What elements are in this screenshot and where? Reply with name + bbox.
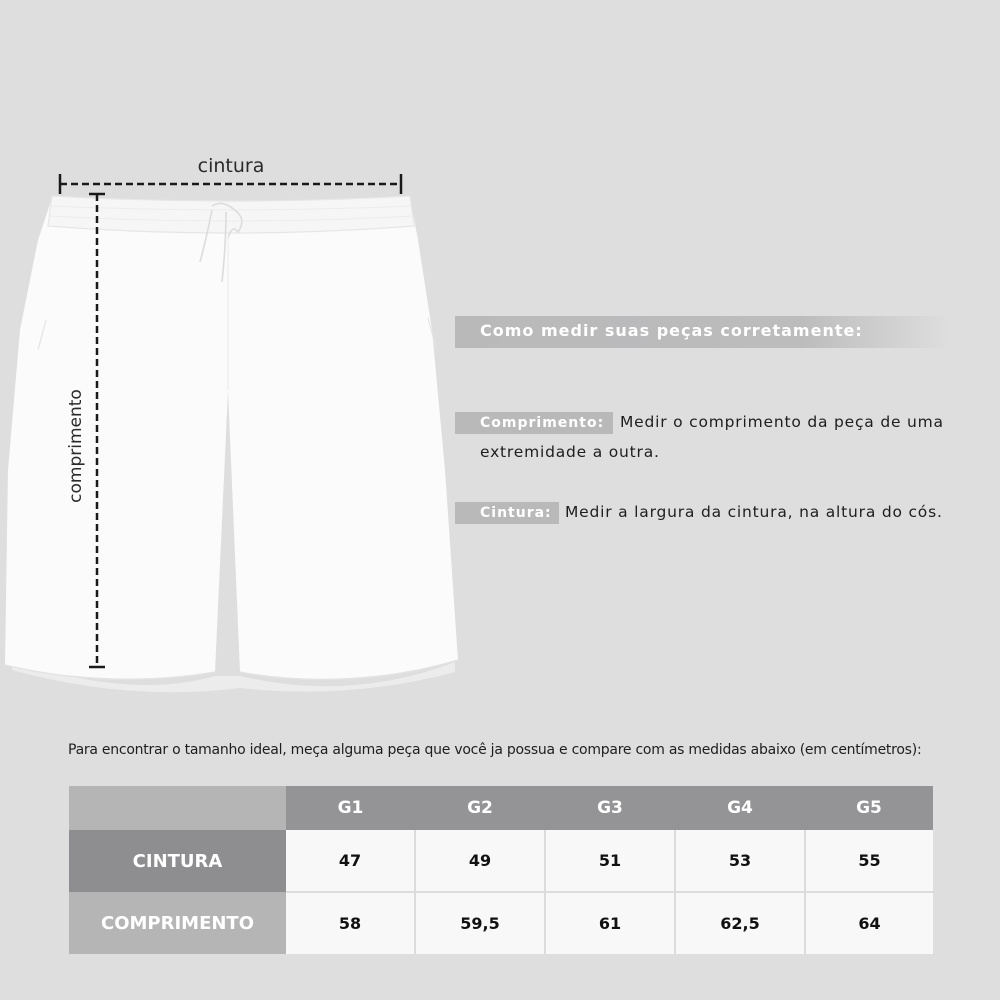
table-cell: 49 (415, 830, 545, 892)
table-row-cintura (69, 830, 933, 892)
waist-tag: Cintura: (455, 502, 559, 524)
table-cell: 59,5 (415, 892, 545, 954)
waist-measure-label: cintura (197, 155, 265, 177)
size-header-g3: G3 (545, 786, 675, 830)
size-table (69, 786, 933, 954)
length-measure-label: comprimento (66, 389, 86, 503)
row-label-cintura: CINTURA (69, 830, 286, 892)
size-header-g1: G1 (286, 786, 415, 830)
row-label-comprimento: COMPRIMENTO (69, 892, 286, 954)
table-cell: 47 (286, 830, 415, 892)
table-corner (69, 786, 286, 830)
size-header-g4: G4 (675, 786, 805, 830)
length-tag: Comprimento: (455, 412, 613, 434)
howto-title: Como medir suas peças corretamente: (480, 321, 863, 340)
size-instruction: Para encontrar o tamanho ideal, meça alguma peça que você ja possua e compare com as medidas abaixo (em centímetros): (68, 742, 922, 758)
table-cell: 55 (805, 830, 933, 892)
table-cell: 61 (545, 892, 675, 954)
table-cell: 62,5 (675, 892, 805, 954)
waist-description: Medir a largura da cintura, na altura do cós. (565, 503, 943, 521)
table-cell: 51 (545, 830, 675, 892)
size-header-g2: G2 (415, 786, 545, 830)
length-description-line2: extremidade a outra. (480, 443, 660, 461)
table-cell: 53 (675, 830, 805, 892)
table-row-comprimento (69, 892, 933, 954)
table-cell: 58 (286, 892, 415, 954)
table-cell: 64 (805, 892, 933, 954)
length-description-line1: Medir o comprimento da peça de uma (620, 413, 944, 431)
size-header-g5: G5 (805, 786, 933, 830)
size-header-row (69, 786, 933, 830)
